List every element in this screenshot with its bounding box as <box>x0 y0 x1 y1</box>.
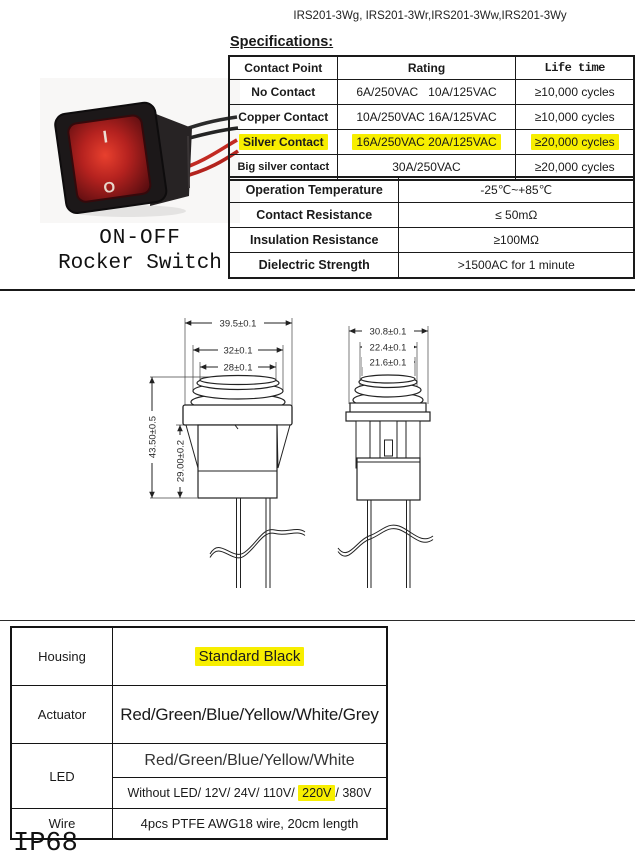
table-row <box>229 177 634 203</box>
switch-front <box>54 101 168 214</box>
side-view-drawing <box>338 326 433 588</box>
contact-cell: Silver Contact <box>229 130 337 155</box>
property-value: >1500AC for 1 minute <box>399 253 634 279</box>
col-header-rating: Rating <box>337 56 516 80</box>
dimension-label: 43.50±0.5 <box>147 415 159 459</box>
table-header-row <box>229 56 634 80</box>
rating-cell: 10A/250VAC 16A/125VAC <box>337 105 516 130</box>
life-cell: ≥10,000 cycles <box>516 105 634 130</box>
caption-rocker-switch: Rocker Switch <box>58 252 222 275</box>
option-value-housing: Standard Black <box>113 627 388 686</box>
col-header-contact-point: Contact Point <box>229 56 337 80</box>
life-cell: ≥10,000 cycles <box>516 80 634 105</box>
dimension-label: 28±0.1 <box>223 362 253 374</box>
specifications-heading: Specifications: <box>230 34 334 50</box>
dimension-label: 29.00±0.2 <box>175 439 187 483</box>
col-header-life-time: Life time <box>516 56 634 80</box>
option-label-led: LED <box>11 744 113 809</box>
table-row <box>229 253 634 279</box>
caption-on-off: ON-OFF <box>99 227 181 250</box>
rating-cell: 16A/250VAC 20A/125VAC <box>337 130 516 155</box>
life-cell: ≥20,000 cycles <box>516 130 634 155</box>
table-row <box>11 686 387 744</box>
table-row <box>229 80 634 105</box>
option-value-actuator: Red/Green/Blue/Yellow/White/Grey <box>113 686 388 744</box>
property-value: -25℃~+85℃ <box>399 177 634 203</box>
product-photo <box>40 78 240 228</box>
dimension-label: 39.5±0.1 <box>219 318 257 330</box>
option-value-led-voltages: Without LED/ 12V/ 24V/ 110V/ 220V / 380V <box>113 778 388 809</box>
contact-cell: Big silver contact <box>229 155 337 181</box>
option-value-led-colors: Red/Green/Blue/Yellow/White <box>113 744 388 778</box>
page-title: IRS201-3Wg, IRS201-3Wr,IRS201-3Ww,IRS201-3Wy <box>293 10 567 22</box>
table-row <box>229 105 634 130</box>
specifications-properties-table <box>228 176 635 279</box>
rating-cell: 6A/250VAC 10A/125VAC <box>337 80 516 105</box>
option-label-housing: Housing <box>11 627 113 686</box>
property-label: Dielectric Strength <box>229 253 399 279</box>
dimension-label: 22.4±0.1 <box>369 342 407 354</box>
contact-cell: Copper Contact <box>229 105 337 130</box>
property-label: Operation Temperature <box>229 177 399 203</box>
photo-caption <box>20 227 260 275</box>
dimension-label: 30.8±0.1 <box>369 326 407 338</box>
options-table <box>10 626 388 840</box>
dimension-label: 32±0.1 <box>223 345 253 357</box>
section-divider <box>0 620 635 621</box>
dimension-label: 21.6±0.1 <box>369 357 407 369</box>
technical-drawings <box>0 300 635 610</box>
off-mark: O <box>102 178 117 198</box>
option-label-actuator: Actuator <box>11 686 113 744</box>
property-label: Insulation Resistance <box>229 228 399 253</box>
ip-rating: IP68 <box>13 829 78 859</box>
table-row <box>229 203 634 228</box>
option-label-wire: Wire <box>11 809 113 840</box>
table-row <box>11 744 387 778</box>
on-mark: I <box>101 127 109 147</box>
option-value-wire: 4pcs PTFE AWG18 wire, 20cm length <box>113 809 388 840</box>
table-row <box>11 627 387 686</box>
property-label: Contact Resistance <box>229 203 399 228</box>
property-value: ≥100MΩ <box>399 228 634 253</box>
front-view-drawing <box>147 318 305 588</box>
table-row <box>229 228 634 253</box>
section-divider <box>0 289 635 291</box>
rating-cell: 30A/250VAC <box>337 155 516 181</box>
contact-cell: No Contact <box>229 80 337 105</box>
specifications-table <box>228 55 635 181</box>
property-value: ≤ 50mΩ <box>399 203 634 228</box>
table-row-highlighted <box>229 130 634 155</box>
life-cell: ≥20,000 cycles <box>516 155 634 181</box>
